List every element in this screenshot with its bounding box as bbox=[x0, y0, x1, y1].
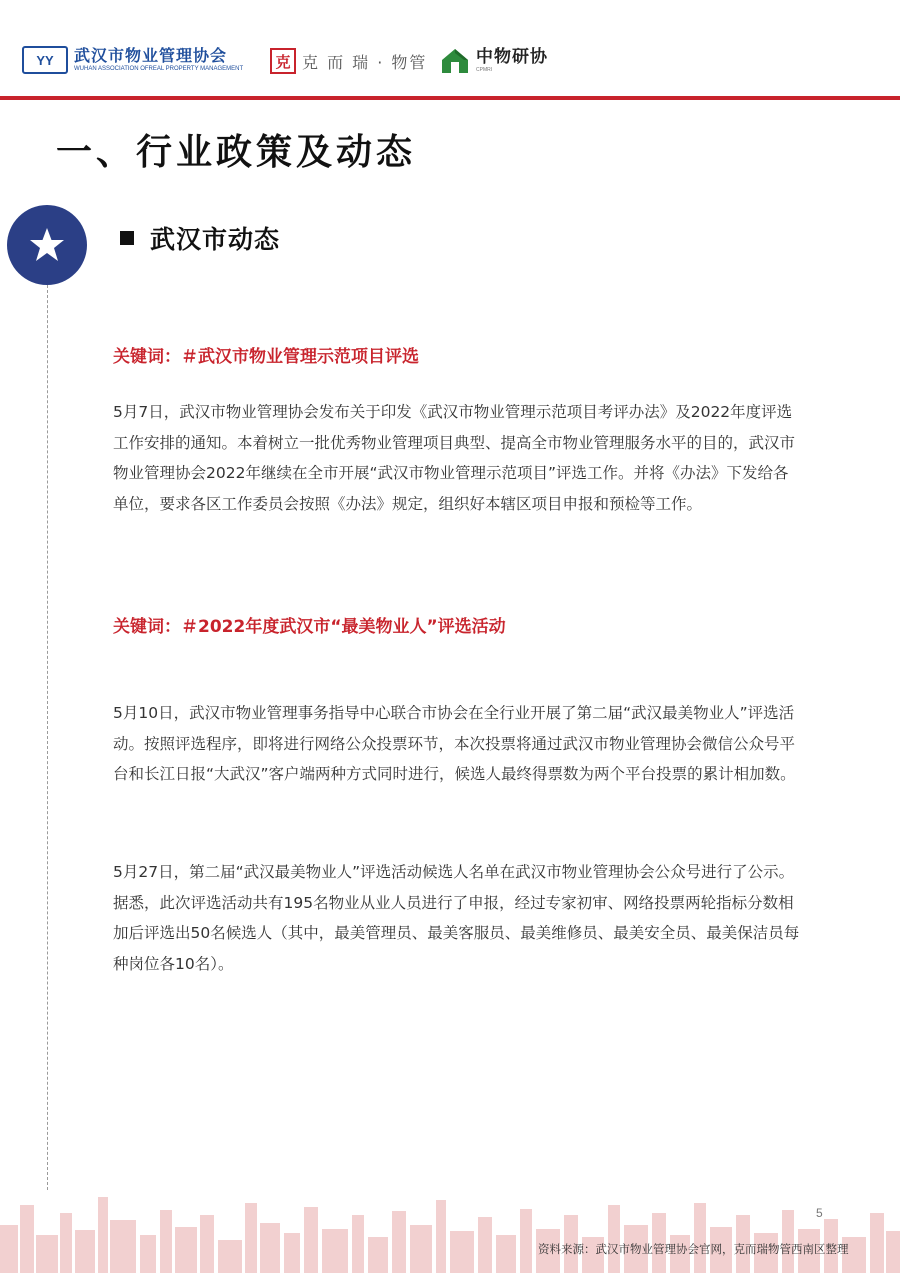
keyword-heading: 关键词：＃2022年度武汉市“最美物业人”评选活动 bbox=[113, 617, 506, 637]
keyword-heading: 关键词：＃武汉市物业管理示范项目评选 bbox=[113, 347, 419, 367]
section-title: 一、行业政策及动态 bbox=[56, 131, 417, 173]
cric-logo bbox=[270, 48, 427, 74]
star-icon bbox=[27, 225, 67, 265]
paragraph: 5月7日，武汉市物业管理协会发布关于印发《武汉市物业管理示范项目考评办法》及2022年度评选工作安排的通知。本着树立一批优秀物业管理项目典型、提高全市物业管理服务水平的目的，武汉市物业管理协会2022年继续在全市开展“武汉市物业管理示范项目”评选工作。并将《办法》下发给各单位，要求各区工作委员会按照《办法》规定，组织好本辖区项目申报和预检等工作。 bbox=[113, 403, 796, 513]
timeline-line bbox=[47, 270, 48, 1190]
association-name: 武汉市物业管理协会 bbox=[74, 46, 228, 65]
page-number: 5 bbox=[816, 1206, 823, 1220]
house-icon bbox=[440, 46, 470, 76]
source-note: 资料来源：武汉市物业管理协会官网，克而瑞物管西南区整理 bbox=[538, 1242, 849, 1256]
cric-seal-icon: 克 bbox=[270, 48, 296, 74]
city-skyline-decoration bbox=[0, 1185, 900, 1273]
star-badge bbox=[7, 205, 87, 285]
subsection-title: 武汉市动态 bbox=[150, 225, 281, 254]
subsection-heading bbox=[120, 220, 280, 256]
cpmri-logo bbox=[440, 46, 548, 76]
page-header bbox=[0, 0, 900, 100]
header-divider bbox=[0, 96, 900, 100]
paragraph: 5月27日，第二届“武汉最美物业人”评选活动候选人名单在武汉市物业管理协会公众号进行了公示。据悉，此次评选活动共有195名物业从业人员进行了申报，经过专家初审、网络投票两轮指标分数相加后评选出50名候选人（其中，最美管理员、最美客服员、最美维修员、最美安全员、最美保洁员每种岗位各10名）。 bbox=[113, 863, 800, 973]
association-mark-icon: YY bbox=[22, 46, 68, 74]
bullet-square-icon bbox=[120, 231, 134, 245]
cpmri-name-en: CPMRI bbox=[476, 67, 493, 73]
wuhan-association-logo bbox=[22, 46, 243, 74]
cpmri-name: 中物研协 bbox=[476, 47, 548, 67]
cric-name: 克 而 瑞 · 物管 bbox=[302, 52, 428, 72]
association-name-en: WUHAN ASSOCIATION OFREAL PROPERTY MANAGEMENT bbox=[74, 66, 244, 72]
paragraph: 5月10日，武汉市物业管理事务指导中心联合市协会在全行业开展了第二届“武汉最美物业人”评选活动。按照评选程序，即将进行网络公众投票环节，本次投票将通过武汉市物业管理协会微信公众号平台和长江日报“大武汉”客户端两种方式同时进行，候选人最终得票数为两个平台投票的累计相加数。 bbox=[113, 704, 796, 783]
